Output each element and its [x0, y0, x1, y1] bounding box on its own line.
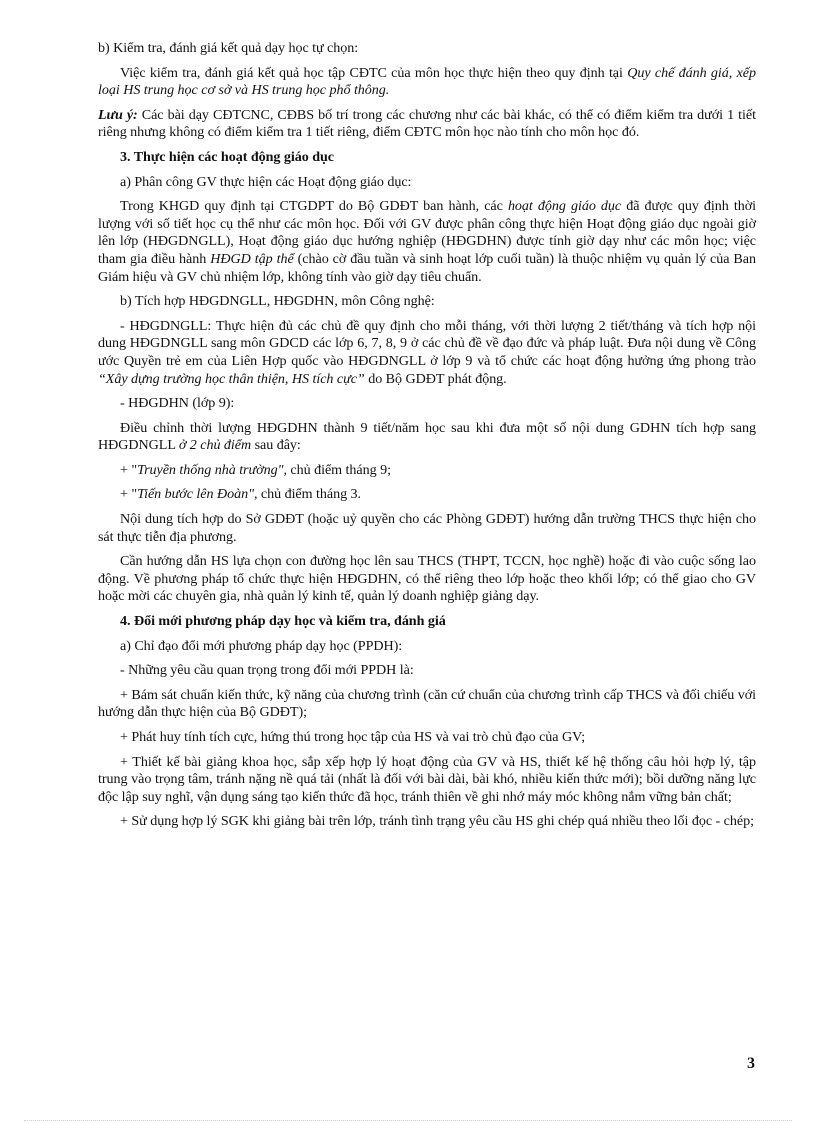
- paragraph-9: [98, 395, 756, 413]
- heading-text: 3. Thực hiện các hoạt động giáo dục: [120, 148, 334, 165]
- paragraph-13: [98, 511, 756, 546]
- text-run: Việc kiểm tra, đánh giá kết quả học tập CĐTC của môn học thực hiện theo quy định tại: [120, 64, 628, 81]
- paragraph-10: [98, 420, 756, 455]
- text-run: , chủ điểm tháng 9;: [283, 461, 391, 478]
- page-bottom-divider: [24, 1120, 792, 1121]
- page-number: 3: [747, 1055, 755, 1072]
- text-run: + ": [120, 486, 138, 503]
- text-run: do Bộ GDĐT phát động.: [364, 370, 507, 387]
- note-label: Lưu ý:: [98, 106, 138, 123]
- paragraph-11: [98, 462, 756, 480]
- text-run: Điều chỉnh thời lượng HĐGDHN thành 9 tiết/năm học sau khi đưa một số nội dung GDHN tích hợp sang HĐGDNGLL: [98, 419, 756, 454]
- italic-run: Quy chế đánh giá, xếp loại HS trung học cơ sở và HS trung học phổ thông.: [98, 64, 756, 99]
- text-run: Các bài dạy CĐTCNC, CĐBS bố trí trong các chương như các bài khác, có thể có điểm kiểm tra dưới 1 tiết riêng nhưng không có điểm kiểm tra 1 tiết riêng, điểm CĐTC môn học nào tính cho môn học đó.: [98, 106, 756, 141]
- text-run: + Bám sát chuẩn kiến thức, kỹ năng của chương trình (căn cứ chuẩn của chương trình cấp THCS và đối chiếu với hướng dẫn thực hiện của Bộ GDĐT);: [98, 686, 756, 721]
- paragraph-17: [98, 662, 756, 680]
- text-run: b) Kiểm tra, đánh giá kết quả dạy học tự chọn:: [98, 40, 359, 56]
- text-run: , chủ điểm tháng 3.: [253, 486, 362, 503]
- text-run: a) Phân công GV thực hiện các Hoạt động giáo dục:: [120, 173, 412, 190]
- text-run: Nội dung tích hợp do Sở GDĐT (hoặc uỷ quyền cho các Phòng GDĐT) hướng dẫn trường THCS thực hiện cho sát thực tiễn địa phương.: [98, 511, 756, 545]
- text-run: Cần hướng dẫn HS lựa chọn con đường học lên sau THCS (THPT, TCCN, học nghề) hoặc đi vào cuộc sống lao động. Về phương pháp tổ chức thực hiện HĐGDHN, có thể riêng theo lớp hoặc theo khối lớp; có thể giao cho GV hoặc mời các chuyên gia, nhà quản lý kinh tế, quản lý doanh nghiệp giảng dạy.: [98, 553, 756, 605]
- document-page: [98, 40, 756, 838]
- italic-run: HĐGD tập thể: [210, 250, 294, 267]
- paragraph-12: [98, 486, 756, 504]
- paragraph-16: [98, 638, 756, 656]
- text-run: - HĐGDNGLL: Thực hiện đủ các chủ đề quy định cho mỗi tháng, với thời lượng 2 tiết/tháng và tích hợp nội dung HĐGDNGLL sang môn GDCD các lớp 6, 7, 8, 9 ở các chủ đề về đạo đức và pháp luật. Đưa nội dung về Công ước Quyền trẻ em của Liên Hợp quốc vào HĐGDNGLL ở lớp 9 và tổ chức các hoạt động hưởng ứng phong trào: [98, 317, 756, 369]
- note-paragraph: [98, 107, 756, 142]
- paragraph-18: [98, 687, 756, 722]
- text-run: đã được quy định thời lượng với số tiết học cụ thể như các môn học. Đối với GV được phân công thực hiện Hoạt động giáo dục ngoài giờ lên lớp (HĐGDNGLL), Hoạt động giáo dục hướng nghiệp (HĐGDHN) được tính giờ dạy như các môn học; việc tham gia điều hành: [98, 198, 756, 267]
- section-heading-3: [98, 149, 756, 167]
- text-run: + ": [120, 461, 138, 478]
- text-run: sau đây:: [251, 437, 301, 454]
- italic-run: hoạt động giáo dục: [507, 198, 622, 215]
- italic-run: “Xây dựng trường học thân thiện, HS tích cực”: [98, 370, 365, 387]
- italic-run: ở 2 chủ điểm: [178, 437, 252, 454]
- paragraph-2: [98, 65, 756, 100]
- paragraph-21: [98, 813, 756, 831]
- text-run: a) Chỉ đạo đổi mới phương pháp dạy học (PPDH):: [120, 637, 403, 654]
- text-run: b) Tích hợp HĐGDNGLL, HĐGDHN, môn Công nghệ:: [120, 293, 435, 310]
- text-run: - HĐGDHN (lớp 9):: [120, 395, 235, 412]
- text-run: Trong KHGD quy định tại CTGDPT do Bộ GDĐT ban hành, các: [120, 198, 508, 215]
- text-run: + Thiết kế bài giảng khoa học, sắp xếp hợp lý hoạt động của GV và HS, thiết kế hệ thống câu hỏi hợp lý, tập trung vào trọng tâm, tránh nặng nề quá tải (nhất là đối với bài dài, bài khó, nhiều kiến thức mới); bồi dưỡng năng lực độc lập suy nghĩ, vận dụng sáng tạo kiến thức đã học, tránh thiên về ghi nhớ máy móc không nắm vững bản chất;: [98, 753, 756, 805]
- paragraph-6: [98, 198, 756, 286]
- text-run: - Những yêu cầu quan trọng trong đổi mới PPDH là:: [120, 662, 414, 679]
- paragraph-20: [98, 754, 756, 807]
- italic-run: Truyền thống nhà trường": [137, 461, 284, 478]
- text-run: + Sử dụng hợp lý SGK khi giảng bài trên lớp, tránh tình trạng yêu cầu HS ghi chép quá nhiều theo lối đọc - chép;: [120, 813, 754, 830]
- paragraph-1: [98, 40, 756, 58]
- paragraph-7: [98, 293, 756, 311]
- italic-run: Tiến bước lên Đoàn": [137, 486, 254, 503]
- paragraph-8: [98, 318, 756, 388]
- text-run: + Phát huy tính tích cực, hứng thú trong học tập của HS và vai trò chủ đạo của GV;: [120, 729, 586, 745]
- text-run: (chào cờ đầu tuần và sinh hoạt lớp cuối tuần) là thuộc nhiệm vụ quản lý của Ban Giám hiệu và GV chủ nhiệm lớp, không tính vào giờ dạy tiêu chuẩn.: [98, 250, 756, 285]
- paragraph-19: [98, 729, 756, 747]
- heading-text: 4. Đổi mới phương pháp dạy học và kiểm tra, đánh giá: [120, 613, 446, 630]
- paragraph-5: [98, 174, 756, 192]
- paragraph-14: [98, 553, 756, 606]
- section-heading-4: [98, 613, 756, 631]
